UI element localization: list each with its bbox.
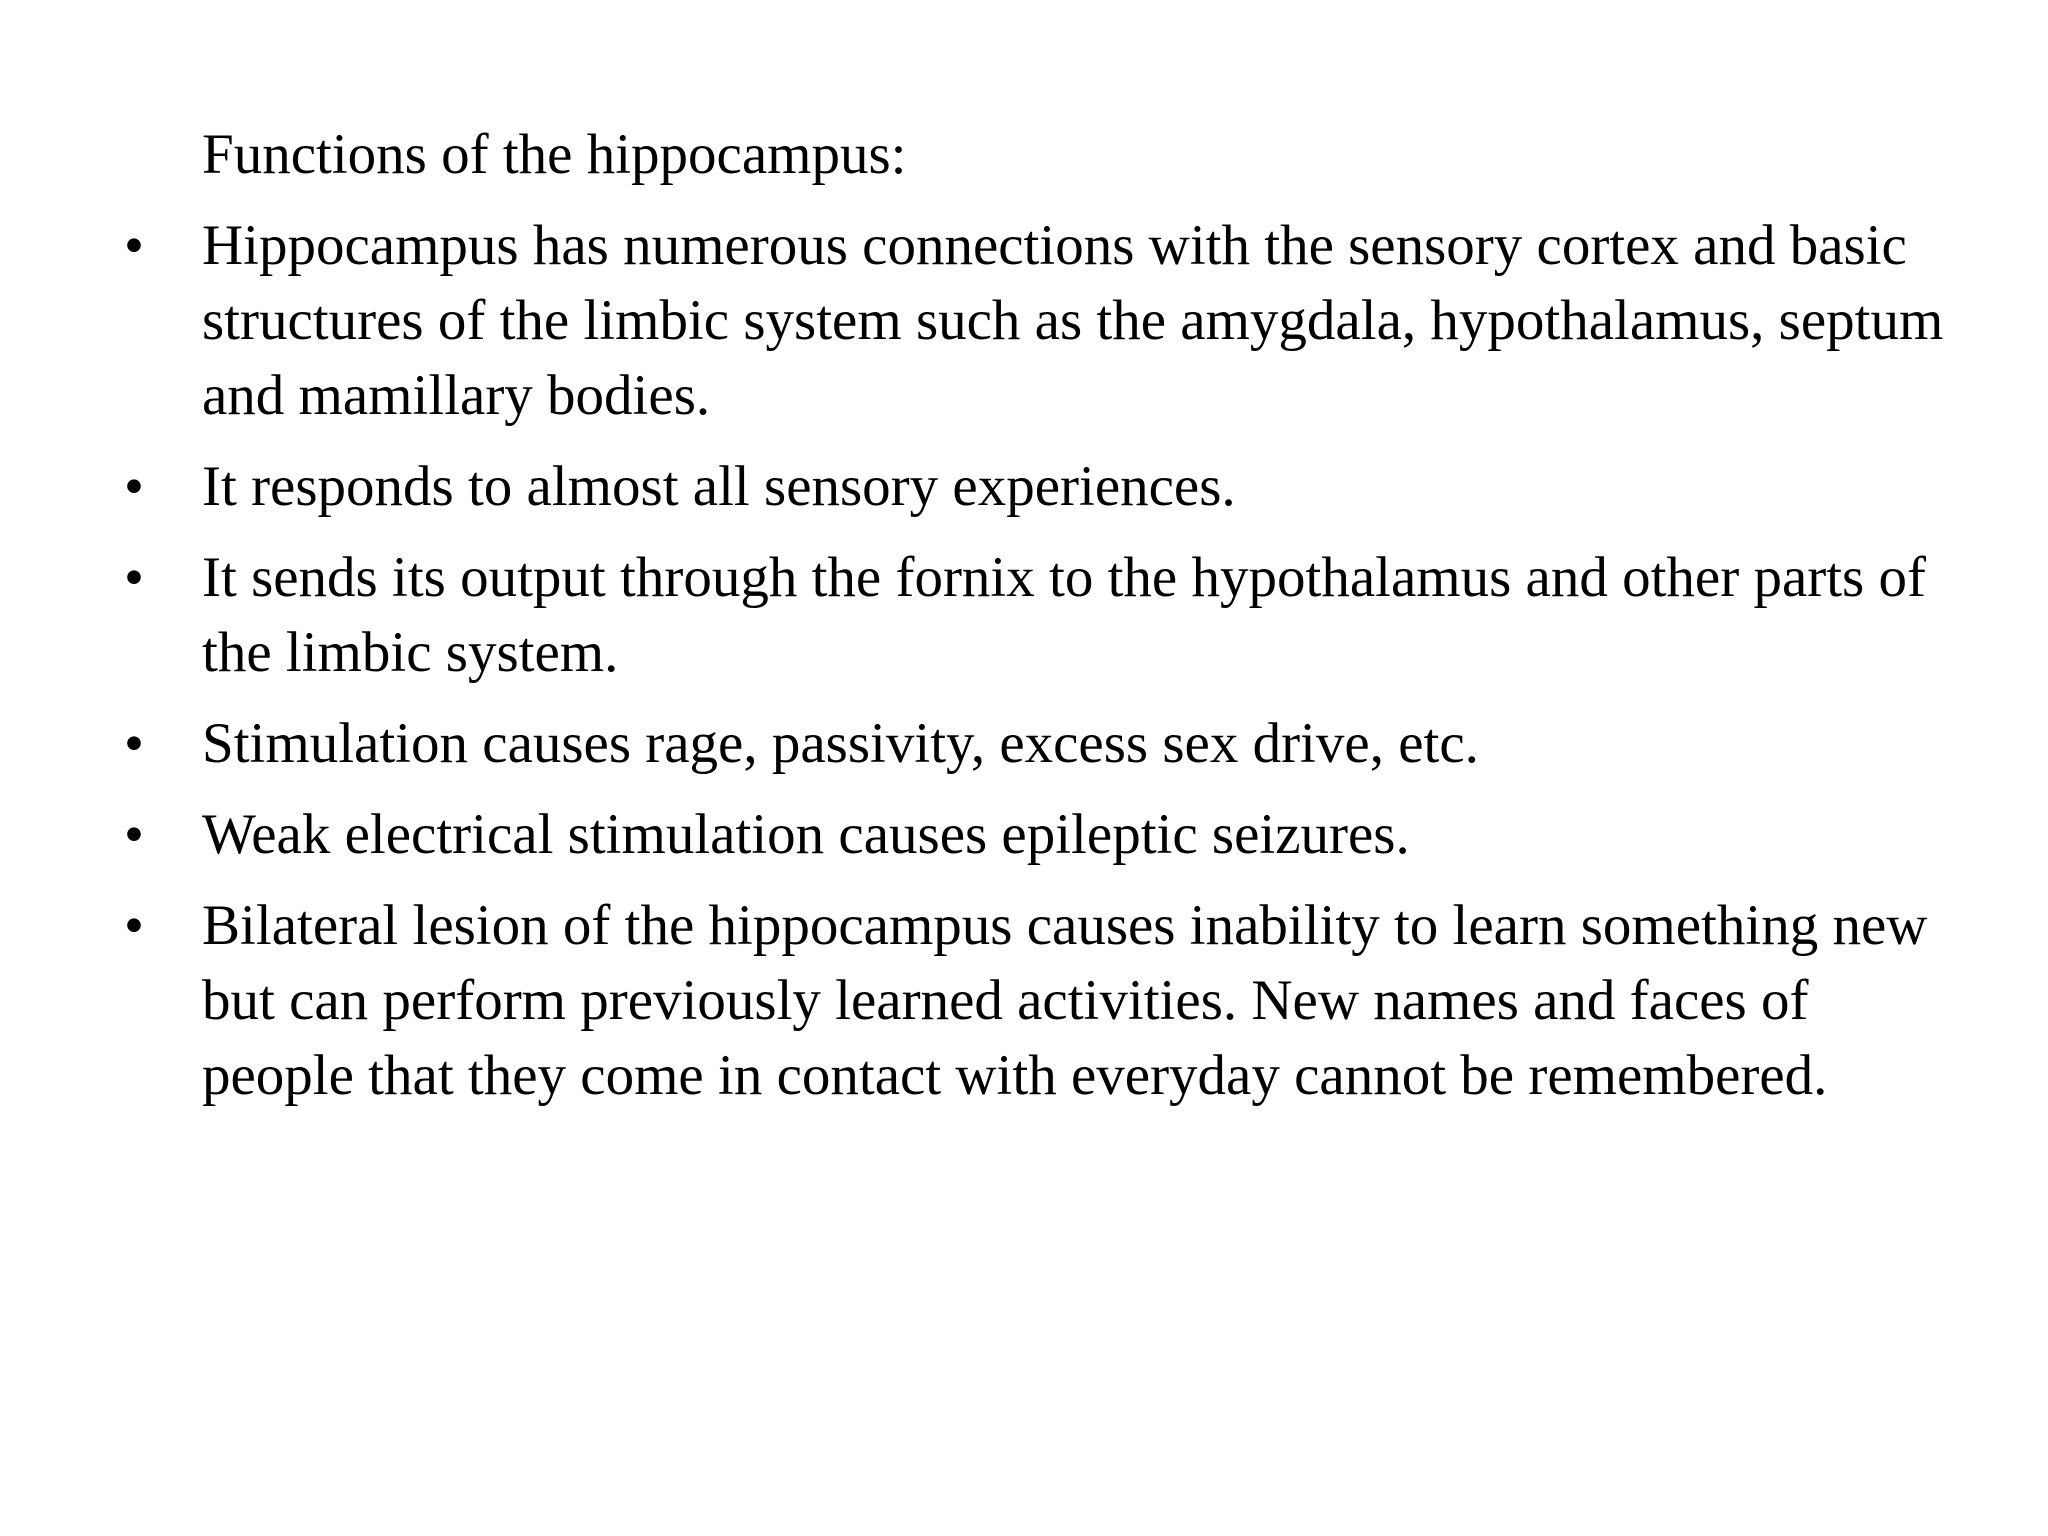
slide-content bbox=[120, 118, 1950, 1129]
bullet-text: Weak electrical stimulation causes epileptic seizures. bbox=[202, 803, 1410, 866]
bullet-icon: • bbox=[124, 455, 144, 518]
bullet-icon: • bbox=[124, 214, 144, 277]
bullet-item bbox=[120, 888, 1950, 1113]
bullet-list bbox=[120, 208, 1950, 1113]
bullet-icon: • bbox=[124, 546, 144, 609]
bullet-text: It responds to almost all sensory experiences. bbox=[202, 455, 1236, 518]
bullet-text: It sends its output through the fornix to the hypothalamus and other parts of the limbic system. bbox=[202, 546, 1926, 684]
bullet-item bbox=[120, 208, 1950, 433]
bullet-item bbox=[120, 797, 1950, 872]
slide-heading: Functions of the hippocampus: bbox=[202, 123, 907, 186]
bullet-icon: • bbox=[124, 894, 144, 957]
bullet-text: Hippocampus has numerous connections with the sensory cortex and basic structures of the limbic system such as the amygdala, hypothalamus, septum and mamillary bodies. bbox=[202, 214, 1944, 427]
bullet-icon: • bbox=[124, 803, 144, 866]
bullet-icon: • bbox=[124, 712, 144, 775]
bullet-item bbox=[120, 706, 1950, 781]
bullet-item bbox=[120, 449, 1950, 524]
bullet-item bbox=[120, 540, 1950, 690]
bullet-text: Bilateral lesion of the hippocampus causes inability to learn something new but can perform previously learned activities. New names and faces of people that they come in contact with everyday cannot be remembered. bbox=[202, 894, 1928, 1107]
bullet-text: Stimulation causes rage, passivity, excess sex drive, etc. bbox=[202, 712, 1479, 775]
